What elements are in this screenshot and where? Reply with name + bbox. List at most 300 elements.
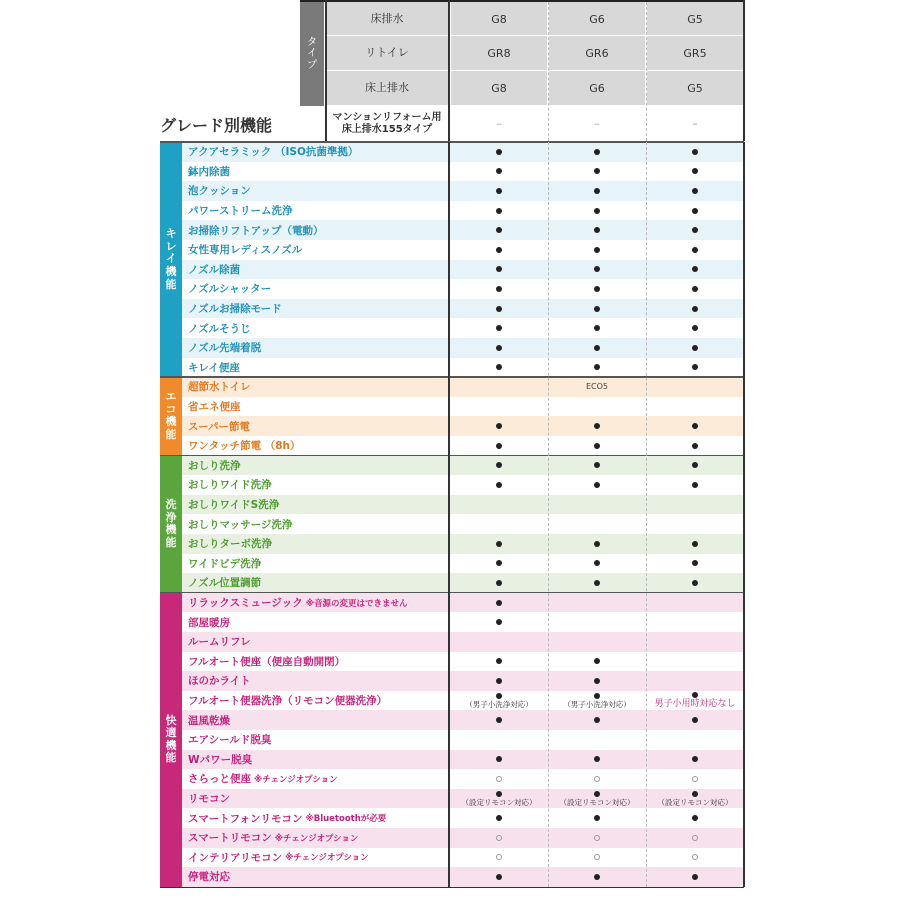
feature-name bbox=[182, 808, 448, 828]
feature-cell bbox=[450, 220, 548, 240]
header-row-label-line2: 床上排水155タイプ bbox=[341, 123, 433, 135]
available-dot bbox=[692, 286, 698, 292]
header-grade-cell: GR6 bbox=[549, 36, 645, 71]
feature-cell-note: （設定リモコン対応） bbox=[559, 797, 635, 807]
feature-cell bbox=[548, 162, 646, 182]
feature-cell bbox=[548, 789, 646, 809]
available-dot bbox=[496, 756, 502, 762]
feature-cell bbox=[548, 593, 646, 613]
feature-name-text: おしりワイドS洗浄 bbox=[188, 499, 280, 512]
feature-cell bbox=[450, 612, 548, 632]
feature-cell bbox=[646, 495, 744, 515]
header-vline bbox=[325, 0, 327, 141]
available-dot bbox=[594, 364, 600, 370]
available-dot bbox=[496, 600, 502, 606]
feature-name-text: ノズルそうじ bbox=[188, 322, 251, 335]
feature-cell bbox=[450, 671, 548, 691]
table-vline bbox=[743, 142, 745, 887]
feature-name bbox=[182, 671, 448, 691]
available-dot bbox=[692, 188, 698, 194]
feature-cell bbox=[646, 730, 744, 750]
feature-cell bbox=[548, 397, 646, 417]
option-circle bbox=[496, 835, 502, 841]
feature-cell bbox=[450, 632, 548, 652]
feature-cell bbox=[548, 142, 646, 162]
header-grade-cell: – bbox=[451, 106, 547, 141]
section-label-kirei bbox=[160, 142, 182, 377]
available-dot bbox=[594, 149, 600, 155]
available-dot bbox=[496, 306, 502, 312]
available-dot bbox=[496, 815, 502, 821]
header-grade-cell: G5 bbox=[647, 2, 743, 36]
feature-cell bbox=[646, 358, 744, 378]
feature-name bbox=[182, 554, 448, 574]
feature-cell bbox=[646, 632, 744, 652]
feature-name bbox=[182, 240, 448, 260]
feature-name bbox=[182, 260, 448, 280]
feature-cell bbox=[450, 142, 548, 162]
feature-cell bbox=[548, 456, 646, 476]
table-bottom-line bbox=[160, 887, 744, 889]
feature-cell bbox=[646, 318, 744, 338]
feature-cell bbox=[450, 201, 548, 221]
type-label-char: タ bbox=[307, 36, 317, 48]
feature-cell bbox=[548, 279, 646, 299]
header-grade-cell: GR8 bbox=[451, 36, 547, 71]
header-row-label-line1: マンションリフォーム用 bbox=[332, 112, 442, 123]
header-dashed-divider bbox=[548, 2, 549, 141]
available-dot bbox=[496, 345, 502, 351]
available-dot bbox=[692, 423, 698, 429]
header-grade-cell: G6 bbox=[549, 2, 645, 36]
available-dot bbox=[594, 756, 600, 762]
available-dot bbox=[496, 482, 502, 488]
option-circle bbox=[692, 854, 698, 860]
feature-name-text: Wパワー脱臭 bbox=[188, 753, 253, 766]
available-dot bbox=[496, 286, 502, 292]
feature-cell bbox=[548, 750, 646, 770]
section-label-char: 適 bbox=[165, 726, 177, 740]
feature-note: ※チェンジオプション bbox=[274, 833, 359, 844]
available-dot bbox=[496, 208, 502, 214]
available-dot bbox=[692, 364, 698, 370]
feature-name-text: 部屋暖房 bbox=[188, 616, 230, 629]
feature-name bbox=[182, 867, 448, 887]
feature-cell bbox=[548, 338, 646, 358]
feature-name-text: キレイ便座 bbox=[188, 361, 240, 374]
option-circle bbox=[496, 854, 502, 860]
available-dot bbox=[692, 560, 698, 566]
available-dot bbox=[594, 541, 600, 547]
available-dot bbox=[496, 247, 502, 253]
feature-name bbox=[182, 534, 448, 554]
feature-name bbox=[182, 142, 448, 162]
feature-cell bbox=[548, 514, 646, 534]
available-dot bbox=[692, 791, 698, 797]
feature-cell bbox=[450, 848, 548, 868]
feature-cell bbox=[548, 867, 646, 887]
header-grade-cell: G5 bbox=[647, 71, 743, 106]
feature-cell bbox=[646, 710, 744, 730]
feature-cell-note: （設定リモコン対応） bbox=[657, 797, 733, 807]
header-grade-cell: – bbox=[647, 106, 743, 141]
feature-cell bbox=[646, 514, 744, 534]
feature-name-text: ルームリフレ bbox=[188, 636, 251, 649]
available-dot bbox=[692, 482, 698, 488]
type-label-char: イ bbox=[307, 48, 317, 60]
feature-name-text: スマートフォンリモコン bbox=[188, 812, 303, 825]
available-dot bbox=[594, 266, 600, 272]
feature-name-text: おしり洗浄 bbox=[188, 459, 241, 472]
available-dot bbox=[692, 580, 698, 586]
available-dot bbox=[692, 756, 698, 762]
feature-name bbox=[182, 201, 448, 221]
available-dot bbox=[496, 693, 502, 699]
feature-cell bbox=[450, 397, 548, 417]
section-label-char: イ bbox=[165, 252, 177, 266]
available-dot bbox=[594, 791, 600, 797]
available-dot bbox=[594, 345, 600, 351]
feature-name bbox=[182, 436, 448, 456]
available-dot bbox=[496, 423, 502, 429]
section-label-kaiteki bbox=[160, 593, 182, 887]
table-dashed-divider bbox=[646, 142, 647, 887]
feature-name bbox=[182, 514, 448, 534]
feature-cell bbox=[646, 475, 744, 495]
feature-cell bbox=[450, 554, 548, 574]
section-label-char: 快 bbox=[165, 713, 177, 727]
feature-cell bbox=[548, 730, 646, 750]
available-dot bbox=[594, 580, 600, 586]
available-dot bbox=[692, 815, 698, 821]
feature-note: ※チェンジオプション bbox=[285, 853, 369, 864]
feature-cell bbox=[646, 338, 744, 358]
available-dot bbox=[594, 560, 600, 566]
feature-cell bbox=[646, 181, 744, 201]
feature-name-text: ワイドビデ洗浄 bbox=[188, 557, 262, 570]
header-grade-cell: – bbox=[549, 106, 645, 141]
feature-name bbox=[182, 573, 448, 593]
available-dot bbox=[496, 580, 502, 586]
available-dot bbox=[594, 208, 600, 214]
header-vline bbox=[743, 0, 745, 141]
feature-name bbox=[182, 612, 448, 632]
feature-name bbox=[182, 710, 448, 730]
feature-name bbox=[182, 495, 448, 515]
feature-name-text: ノズルシャッター bbox=[188, 283, 272, 296]
feature-cell bbox=[646, 808, 744, 828]
feature-name bbox=[182, 632, 448, 652]
feature-name bbox=[182, 358, 448, 378]
feature-name bbox=[182, 750, 448, 770]
feature-cell bbox=[450, 867, 548, 887]
feature-name-text: おしりマッサージ洗浄 bbox=[188, 518, 293, 531]
feature-cell bbox=[548, 828, 646, 848]
available-dot bbox=[692, 345, 698, 351]
feature-cell-note: （男子小洗浄対応） bbox=[563, 699, 631, 709]
feature-cell bbox=[450, 162, 548, 182]
header-grade-cell: GR5 bbox=[647, 36, 743, 71]
available-dot bbox=[594, 678, 600, 684]
feature-cell bbox=[548, 632, 646, 652]
option-circle bbox=[496, 776, 502, 782]
available-dot bbox=[692, 462, 698, 468]
feature-cell bbox=[450, 828, 548, 848]
section-label-char: 能 bbox=[165, 535, 177, 549]
feature-span-value: ECO5 bbox=[450, 377, 744, 397]
feature-cell bbox=[646, 652, 744, 672]
feature-note: ※チェンジオプション bbox=[254, 774, 338, 785]
available-dot bbox=[496, 678, 502, 684]
section-divider bbox=[160, 141, 744, 143]
feature-cell bbox=[450, 338, 548, 358]
feature-name-text: 鉢内除菌 bbox=[188, 165, 230, 178]
page-title: グレード別機能 bbox=[160, 116, 273, 135]
feature-cell bbox=[450, 318, 548, 338]
feature-name-text: 省エネ便座 bbox=[188, 401, 241, 414]
available-dot bbox=[594, 658, 600, 664]
header-grade-cell: G8 bbox=[451, 71, 547, 106]
section-divider bbox=[160, 376, 744, 378]
feature-cell bbox=[548, 240, 646, 260]
table-vline bbox=[448, 142, 450, 887]
available-dot bbox=[594, 286, 600, 292]
available-dot bbox=[496, 168, 502, 174]
feature-cell bbox=[548, 848, 646, 868]
available-dot bbox=[496, 462, 502, 468]
feature-name bbox=[182, 828, 448, 848]
feature-name bbox=[182, 593, 448, 613]
feature-name bbox=[182, 691, 448, 711]
available-dot bbox=[692, 168, 698, 174]
available-dot bbox=[594, 325, 600, 331]
option-circle bbox=[692, 776, 698, 782]
feature-cell bbox=[450, 495, 548, 515]
feature-cell bbox=[548, 220, 646, 240]
feature-cell bbox=[646, 534, 744, 554]
feature-name bbox=[182, 475, 448, 495]
feature-name-text: リモコン bbox=[188, 793, 230, 806]
option-circle bbox=[594, 776, 600, 782]
feature-cell bbox=[548, 416, 646, 436]
feature-name bbox=[182, 338, 448, 358]
feature-cell-note: 男子小用時対応なし bbox=[654, 699, 736, 710]
feature-cell bbox=[646, 554, 744, 574]
feature-cell bbox=[646, 220, 744, 240]
available-dot bbox=[496, 874, 502, 880]
feature-cell bbox=[548, 475, 646, 495]
feature-name-text: ノズル先端着脱 bbox=[188, 342, 262, 355]
feature-cell bbox=[646, 201, 744, 221]
section-divider bbox=[160, 455, 744, 457]
type-label-char: プ bbox=[307, 59, 317, 71]
feature-name-text: ノズル除菌 bbox=[188, 263, 241, 276]
feature-cell bbox=[450, 750, 548, 770]
available-dot bbox=[496, 364, 502, 370]
feature-cell bbox=[548, 318, 646, 338]
section-label-char: 洗 bbox=[165, 497, 177, 511]
feature-cell bbox=[450, 730, 548, 750]
feature-name-text: お掃除リフトアップ（電動） bbox=[188, 224, 324, 237]
feature-cell bbox=[548, 710, 646, 730]
available-dot bbox=[692, 325, 698, 331]
section-label-senjo bbox=[160, 456, 182, 593]
header-line bbox=[300, 0, 744, 2]
available-dot bbox=[594, 443, 600, 449]
feature-name-text: おしりワイド洗浄 bbox=[188, 479, 272, 492]
feature-cell bbox=[646, 593, 744, 613]
section-label-char: 機 bbox=[165, 523, 177, 537]
available-dot bbox=[594, 306, 600, 312]
feature-cell bbox=[548, 573, 646, 593]
feature-cell bbox=[450, 808, 548, 828]
feature-cell bbox=[548, 436, 646, 456]
available-dot bbox=[692, 717, 698, 723]
feature-cell bbox=[548, 671, 646, 691]
available-dot bbox=[496, 560, 502, 566]
feature-cell bbox=[450, 769, 548, 789]
available-dot bbox=[692, 227, 698, 233]
feature-cell bbox=[450, 181, 548, 201]
feature-cell bbox=[548, 201, 646, 221]
feature-name-text: おしりターボ洗浄 bbox=[188, 538, 272, 551]
available-dot bbox=[692, 692, 698, 698]
feature-cell bbox=[450, 475, 548, 495]
feature-cell bbox=[646, 456, 744, 476]
section-label-char: 能 bbox=[165, 751, 177, 765]
feature-cell-note: （設定リモコン対応） bbox=[461, 797, 537, 807]
available-dot bbox=[496, 619, 502, 625]
feature-name-text: ノズルお掃除モード bbox=[188, 303, 282, 316]
available-dot bbox=[496, 188, 502, 194]
feature-cell bbox=[646, 828, 744, 848]
feature-cell bbox=[450, 436, 548, 456]
feature-cell bbox=[646, 397, 744, 417]
feature-name-text: スマートリモコン bbox=[188, 832, 272, 845]
feature-cell bbox=[548, 260, 646, 280]
feature-name-text: 女性専用レディスノズル bbox=[188, 244, 303, 257]
feature-cell bbox=[450, 299, 548, 319]
feature-cell bbox=[548, 534, 646, 554]
feature-cell bbox=[646, 789, 744, 809]
feature-name-text: リラックスミュージック bbox=[188, 597, 303, 610]
feature-cell bbox=[646, 769, 744, 789]
feature-cell bbox=[646, 299, 744, 319]
available-dot bbox=[692, 149, 698, 155]
feature-name-text: 泡クッション bbox=[188, 185, 251, 198]
header-row-label: 床排水 bbox=[326, 2, 448, 36]
feature-name bbox=[182, 279, 448, 299]
section-label-eco bbox=[160, 377, 182, 455]
available-dot bbox=[594, 482, 600, 488]
feature-name-text: フルオート便座（便座自動開閉） bbox=[188, 655, 346, 668]
feature-name bbox=[182, 456, 448, 476]
available-dot bbox=[594, 423, 600, 429]
section-label-char: 機 bbox=[165, 738, 177, 752]
feature-cell bbox=[548, 358, 646, 378]
available-dot bbox=[594, 815, 600, 821]
available-dot bbox=[496, 443, 502, 449]
available-dot bbox=[496, 791, 502, 797]
section-label-char: 能 bbox=[165, 277, 177, 291]
available-dot bbox=[496, 227, 502, 233]
feature-name-text: ノズル位置調節 bbox=[188, 577, 262, 590]
header-dashed-divider bbox=[646, 2, 647, 141]
available-dot bbox=[594, 693, 600, 699]
available-dot bbox=[496, 658, 502, 664]
available-dot bbox=[594, 874, 600, 880]
section-label-char: キ bbox=[165, 226, 177, 240]
available-dot bbox=[692, 541, 698, 547]
feature-cell bbox=[646, 750, 744, 770]
feature-cell bbox=[646, 867, 744, 887]
section-label-char: 機 bbox=[165, 264, 177, 278]
section-divider bbox=[160, 592, 744, 594]
available-dot bbox=[496, 266, 502, 272]
feature-cell bbox=[548, 495, 646, 515]
feature-cell bbox=[450, 789, 548, 809]
feature-cell bbox=[450, 573, 548, 593]
feature-cell bbox=[450, 260, 548, 280]
feature-name bbox=[182, 220, 448, 240]
section-label-char: 浄 bbox=[165, 510, 177, 524]
feature-note: ※音源の変更はできません bbox=[305, 598, 408, 609]
feature-name-text: ほのかライト bbox=[188, 675, 251, 688]
section-label-char: 機 bbox=[165, 415, 177, 429]
feature-cell bbox=[548, 808, 646, 828]
header-grade-cell: G8 bbox=[451, 2, 547, 36]
feature-cell bbox=[646, 848, 744, 868]
feature-name bbox=[182, 769, 448, 789]
option-circle bbox=[594, 854, 600, 860]
feature-cell bbox=[646, 691, 744, 711]
feature-name bbox=[182, 181, 448, 201]
feature-cell bbox=[450, 652, 548, 672]
section-label-char: エ bbox=[165, 390, 177, 404]
feature-cell bbox=[548, 181, 646, 201]
available-dot bbox=[692, 266, 698, 272]
available-dot bbox=[594, 247, 600, 253]
available-dot bbox=[496, 541, 502, 547]
feature-cell bbox=[450, 358, 548, 378]
feature-name bbox=[182, 730, 448, 750]
feature-name-text: アクアセラミック （ISO抗菌準拠） bbox=[188, 146, 359, 159]
feature-cell bbox=[548, 691, 646, 711]
feature-cell bbox=[548, 299, 646, 319]
header-row-label bbox=[326, 106, 448, 141]
feature-name bbox=[182, 299, 448, 319]
feature-cell bbox=[646, 142, 744, 162]
feature-cell bbox=[548, 554, 646, 574]
available-dot bbox=[594, 227, 600, 233]
feature-cell bbox=[450, 710, 548, 730]
available-dot bbox=[496, 325, 502, 331]
feature-cell bbox=[450, 534, 548, 554]
feature-cell bbox=[646, 436, 744, 456]
feature-cell bbox=[450, 593, 548, 613]
feature-name bbox=[182, 652, 448, 672]
feature-cell bbox=[646, 162, 744, 182]
feature-cell bbox=[548, 769, 646, 789]
type-label bbox=[300, 2, 324, 106]
section-label-char: コ bbox=[165, 402, 177, 416]
available-dot bbox=[594, 188, 600, 194]
feature-cell bbox=[548, 652, 646, 672]
feature-cell bbox=[548, 612, 646, 632]
available-dot bbox=[692, 306, 698, 312]
feature-name-text: さらっと便座 bbox=[188, 773, 251, 786]
feature-name bbox=[182, 162, 448, 182]
